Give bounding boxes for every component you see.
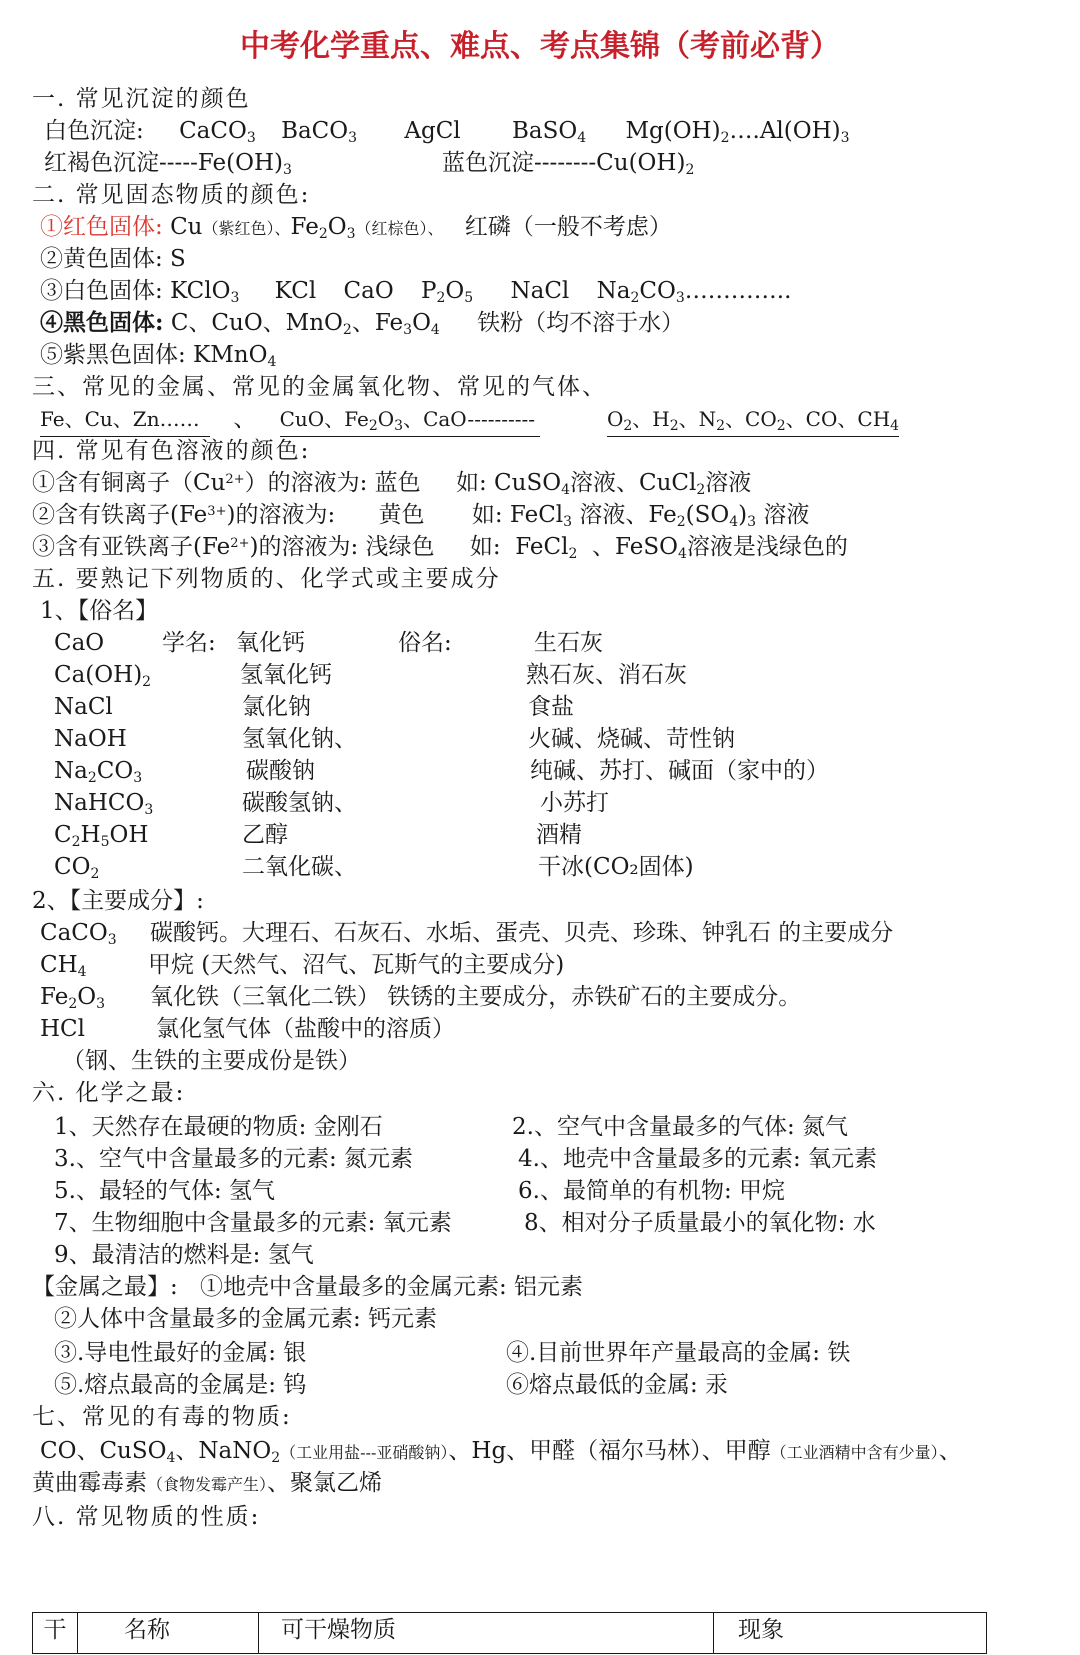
white-precipitate-line bbox=[44, 116, 850, 146]
formula-na2co3: $Na_2CO_3\dots\dots\dots\dots$.. bbox=[596, 278, 792, 306]
section-3-heading: 三、常见的金属、常见的金属氧化物、常见的气体、 bbox=[32, 374, 607, 400]
ferric-eg-b: 溶液、Fe bbox=[579, 502, 677, 528]
component-desc: 甲烷 (天然气、沼气、瓦斯气的主要成分) bbox=[148, 952, 565, 978]
sci-name-label: 学名: bbox=[162, 630, 216, 656]
copper-ion-line: ①含有铜离子$(Cu^{2+})$的溶液为: 蓝色 如: CuSO$_4$溶液、CuCl$_2$溶液 bbox=[32, 470, 752, 498]
common-metals-line bbox=[40, 404, 899, 437]
table-header-cell: 可干燥物质 bbox=[259, 1613, 714, 1654]
formula-na2co3-name: $Na_2CO_3$ bbox=[54, 758, 143, 786]
ferrous-eg-a: 如: bbox=[469, 534, 501, 560]
black-solid-label: ④黑色固体: bbox=[40, 309, 164, 336]
formula-kcl: KCl bbox=[274, 278, 317, 304]
common-name: 酒精 bbox=[536, 822, 582, 848]
red-brown-precipitate: 红褐色沉淀$-----Fe(OH)_3$ bbox=[44, 150, 292, 178]
component-desc: 氯化氢气体（盐酸中的溶质） bbox=[156, 1016, 455, 1042]
common-name: 小苏打 bbox=[540, 790, 609, 816]
copper-ion-text: ①含有铜离子（Cu bbox=[32, 470, 226, 496]
black-solid-line bbox=[40, 308, 684, 338]
table-header-cell: 名称 bbox=[78, 1613, 259, 1654]
formula-p2o5: $P_2O_5$ bbox=[421, 278, 474, 306]
ferrous-eg-b: 、FeSO bbox=[592, 534, 678, 560]
common-name: 熟石灰、消石灰 bbox=[526, 662, 687, 688]
metal-superlative-item: ⑥熔点最低的金属: 汞 bbox=[506, 1372, 729, 1398]
common-name: 干冰(CO₂固体) bbox=[538, 854, 694, 880]
ferrous-ion-line: ③含有亚铁离子$(Fe^{2+})$的溶液为: 浅绿色 如: FeCl$_2$ 、FeSO$_4$溶液是浅绿色的 bbox=[32, 534, 848, 562]
red-cu: Cu bbox=[170, 214, 203, 240]
toxic-a: CO、CuSO bbox=[40, 1438, 167, 1464]
red-solid-label: ①红色固体: bbox=[40, 214, 163, 240]
component-desc: 氧化铁（三氧化二铁） 铁锈的主要成分，赤铁矿石的主要成分。 bbox=[150, 984, 802, 1010]
red-fe2o3-note: （红棕色）、 bbox=[355, 219, 444, 238]
toxic-note-1: （工业用盐---亚硝酸钠） bbox=[280, 1443, 449, 1462]
red-brown-text: 红褐色沉淀-----Fe(OH) bbox=[44, 150, 284, 176]
page-title: 中考化学重点、难点、考点集锦（考前必背） bbox=[240, 29, 840, 64]
ferric-ion-example: 如: FeCl$_3$ 溶液、$Fe_2(SO_4)_3$ 溶液 bbox=[471, 502, 810, 530]
toxic-f: 、聚氯乙烯 bbox=[267, 1470, 383, 1496]
section-7-heading: 七、常见的有毒的物质: bbox=[32, 1404, 292, 1430]
table-row bbox=[33, 1613, 987, 1654]
section-1-heading: 一. 常见沉淀的颜色 bbox=[32, 86, 251, 112]
blue-text: 蓝色沉淀--------Cu(OH) bbox=[442, 150, 686, 176]
sci-name: 氯化钠 bbox=[242, 694, 311, 720]
formula-c2h5oh-name: $C_2H_5OH$ bbox=[54, 822, 149, 850]
metal-superlative-item: ①地壳中含量最多的金属元素: 铝元素 bbox=[200, 1274, 584, 1300]
purple-solid-line: ⑤紫黑色固体: KMnO$_4$ bbox=[40, 342, 277, 370]
toxic-d: 、 bbox=[938, 1438, 962, 1464]
formula-kclo3: KClO$_3$ bbox=[170, 278, 240, 306]
superlative-item: 8、相对分子质量最小的氧化物: 水 bbox=[524, 1210, 876, 1236]
superlative-item: 2.、空气中含量最多的气体: 氮气 bbox=[512, 1114, 849, 1140]
table-header-cell: 现象 bbox=[714, 1613, 987, 1654]
superlative-item: 4.、地壳中含量最多的元素: 氧元素 bbox=[518, 1146, 878, 1172]
ferrous-ion-color: )的溶液为: 浅绿色 bbox=[249, 534, 435, 560]
metals-separator: 、 bbox=[233, 406, 257, 432]
ferric-ion-color: 黄色 bbox=[378, 502, 425, 528]
common-name: 生石灰 bbox=[534, 630, 603, 656]
sci-name: 二氧化碳、 bbox=[242, 854, 357, 880]
copper-eg-b: 溶液、CuCl bbox=[569, 470, 697, 496]
common-metals: Fe、Cu、Zn…… bbox=[40, 404, 210, 437]
metal-superlative-item: ②人体中含量最多的金属元素: 钙元素 bbox=[54, 1306, 438, 1332]
component-desc: 碳酸钙。大理石、石灰石、水垢、蛋壳、贝壳、珍珠、钟乳石 的主要成分 bbox=[150, 920, 894, 946]
toxic-e: 黄曲霉毒素 bbox=[32, 1470, 147, 1496]
formula-hcl-comp: HCl bbox=[40, 1016, 86, 1042]
ferrous-ion-text: ③含有亚铁离子(Fe bbox=[32, 534, 231, 560]
copper-ion-color: ）的溶液为: 蓝色 bbox=[244, 470, 421, 496]
red-cu-note: （紫红色）、 bbox=[202, 219, 291, 238]
section-8-heading: 八. 常见物质的性质: bbox=[32, 1504, 261, 1530]
metal-oxides-tail: 、CaO---------- bbox=[403, 407, 536, 431]
red-solid-line bbox=[40, 212, 672, 244]
ferric-ion-text2: )的溶液为: bbox=[226, 502, 336, 528]
sci-name: 碳酸氢钠、 bbox=[242, 790, 357, 816]
sci-name: 乙醇 bbox=[242, 822, 288, 848]
red-phosphorus: 红磷（一般不考虑） bbox=[464, 214, 672, 240]
formula-mgoh2-aloh3: $Mg(OH)_2\dots.Al(OH)_3$ bbox=[625, 118, 850, 146]
yellow-solid-line: ②黄色固体: S bbox=[40, 246, 186, 272]
formula-baco3: BaCO$_3$ bbox=[281, 118, 358, 146]
metal-superlatives-heading: 【金属之最】: bbox=[32, 1274, 178, 1300]
formula-baso4: BaSO$_4$ bbox=[511, 118, 587, 146]
sci-name: 碳酸钠 bbox=[246, 758, 315, 784]
formula-caco3: CaCO$_3$ bbox=[179, 118, 256, 146]
toxic-note-2: （工业酒精中含有少量） bbox=[770, 1443, 939, 1462]
section-4-heading: 四. 常见有色溶液的颜色: bbox=[32, 438, 311, 464]
formula-co2-name: $CO_2$ bbox=[54, 854, 100, 882]
toxic-c: 、Hg、甲醛（福尔马林）、甲醇 bbox=[448, 1438, 771, 1464]
white-solid-line bbox=[40, 276, 791, 306]
section-2-heading: 二. 常见固态物质的颜色: bbox=[32, 182, 311, 208]
formula-nahco3-name: NaHCO$_3$ bbox=[54, 790, 154, 818]
superlative-item: 1、天然存在最硬的物质: 金刚石 bbox=[54, 1114, 383, 1140]
ferric-ion-text: ②含有铁离子(Fe bbox=[32, 502, 208, 528]
sci-name: 氢氧化钙 bbox=[240, 662, 332, 688]
table-header-cell: 干 bbox=[33, 1613, 78, 1654]
formula-fe2o3: $Fe_2O_3$ bbox=[290, 214, 356, 242]
ferric-ion-line: ②含有铁离子$(Fe^{3+})$的溶液为: 黄色 如: FeCl$_3$ 溶液、$Fe_2(SO_4)_3$ 溶液 bbox=[32, 502, 810, 530]
common-name: 火碱、烧碱、苛性钠 bbox=[528, 726, 735, 752]
white-solid-label: ③白色固体: bbox=[40, 278, 163, 304]
metal-superlative-item: ⑤.熔点最高的金属是: 钨 bbox=[54, 1372, 307, 1398]
ferrous-eg-c: 溶液是浅绿色的 bbox=[686, 534, 848, 560]
main-components-subheading: 2、【主要成分】: bbox=[32, 888, 204, 914]
common-metal-oxides: CuO、$Fe_2O_3$、CaO---------- bbox=[280, 404, 540, 437]
section-5-heading: 五. 要熟记下列物质的、化学式或主要成分 bbox=[32, 566, 501, 592]
ferrous-ion-example: 如: FeCl$_2$ 、FeSO$_4$溶液是浅绿色的 bbox=[469, 534, 848, 562]
metal-superlative-item: ④.目前世界年产量最高的金属: 铁 bbox=[506, 1340, 851, 1366]
formula-fe2o3-comp: $Fe_2O_3$ bbox=[40, 984, 106, 1012]
superlative-item: 3.、空气中含量最多的元素: 氮元素 bbox=[54, 1146, 414, 1172]
formula-nacl: NaCl bbox=[510, 278, 570, 304]
sci-name: 氢氧化钠、 bbox=[242, 726, 357, 752]
superlative-item: 6.、最简单的有机物: 甲烷 bbox=[518, 1178, 786, 1204]
formula-agcl: AgCl bbox=[404, 118, 461, 144]
blue-precipitate: 蓝色沉淀$--------Cu(OH)_2$ bbox=[442, 150, 695, 178]
ferric-eg-a: 如: FeCl bbox=[471, 502, 564, 528]
common-gases: $O_2$、$H_2$、$N_2$、$CO_2$、CO、$CH_4$ bbox=[607, 404, 899, 437]
superlative-item: 9、最清洁的燃料是: 氢气 bbox=[54, 1242, 314, 1268]
common-name-label: 俗名: bbox=[398, 630, 452, 656]
formula-cao: CaO bbox=[343, 278, 394, 304]
formula-ch4-comp: $CH_4$ bbox=[40, 952, 87, 980]
toxic-note-3: （食物发霉产生） bbox=[147, 1475, 268, 1494]
copper-eg-a: 如: CuSO bbox=[455, 470, 562, 496]
copper-eg-c: 溶液 bbox=[705, 470, 752, 496]
copper-ion-example: 如: CuSO$_4$溶液、CuCl$_2$溶液 bbox=[455, 470, 752, 498]
common-names-subheading: 1、【俗名】 bbox=[40, 598, 159, 624]
white-precipitate-label: 白色沉淀: bbox=[44, 118, 144, 144]
formula-naoh-name: NaOH bbox=[54, 726, 127, 752]
black-solids: C、CuO、MnO$_2$、$Fe_3O_4$ bbox=[170, 310, 440, 338]
formula-nacl-name: NaCl bbox=[54, 694, 113, 720]
formula-caoh2-name: $Ca(OH)_2$ bbox=[54, 662, 152, 690]
superlative-item: 5.、最轻的气体: 氢气 bbox=[54, 1178, 276, 1204]
purple-solid-text: ⑤紫黑色固体: KMnO bbox=[40, 342, 268, 368]
properties-table bbox=[32, 1612, 987, 1654]
sci-name: 氧化钙 bbox=[236, 630, 305, 656]
steel-note: （钢、生铁的主要成份是铁） bbox=[62, 1048, 361, 1074]
ferric-eg-c: 溶液 bbox=[763, 502, 810, 528]
superlative-item: 7、生物细胞中含量最多的元素: 氧元素 bbox=[54, 1210, 452, 1236]
section-6-heading: 六. 化学之最: bbox=[32, 1080, 186, 1106]
black-solid-tail: 铁粉（均不溶于水） bbox=[477, 310, 685, 336]
common-name: 纯碱、苏打、碱面（家中的） bbox=[530, 758, 829, 784]
toxic-substances-line-1: CO、CuSO$_4$、NaNO$_2$（工业用盐---亚硝酸钠）、Hg、甲醛（福尔马林）、甲醇（工业酒精中含有少量）、 bbox=[40, 1438, 962, 1466]
metal-superlative-item: ③.导电性最好的金属: 银 bbox=[54, 1340, 307, 1366]
formula-cao-name: CaO bbox=[54, 630, 105, 656]
formula-caco3-comp: CaCO$_3$ bbox=[40, 920, 117, 948]
toxic-substances-line-2 bbox=[32, 1468, 382, 1500]
toxic-b: 、NaNO bbox=[175, 1438, 272, 1464]
common-name: 食盐 bbox=[528, 694, 574, 720]
